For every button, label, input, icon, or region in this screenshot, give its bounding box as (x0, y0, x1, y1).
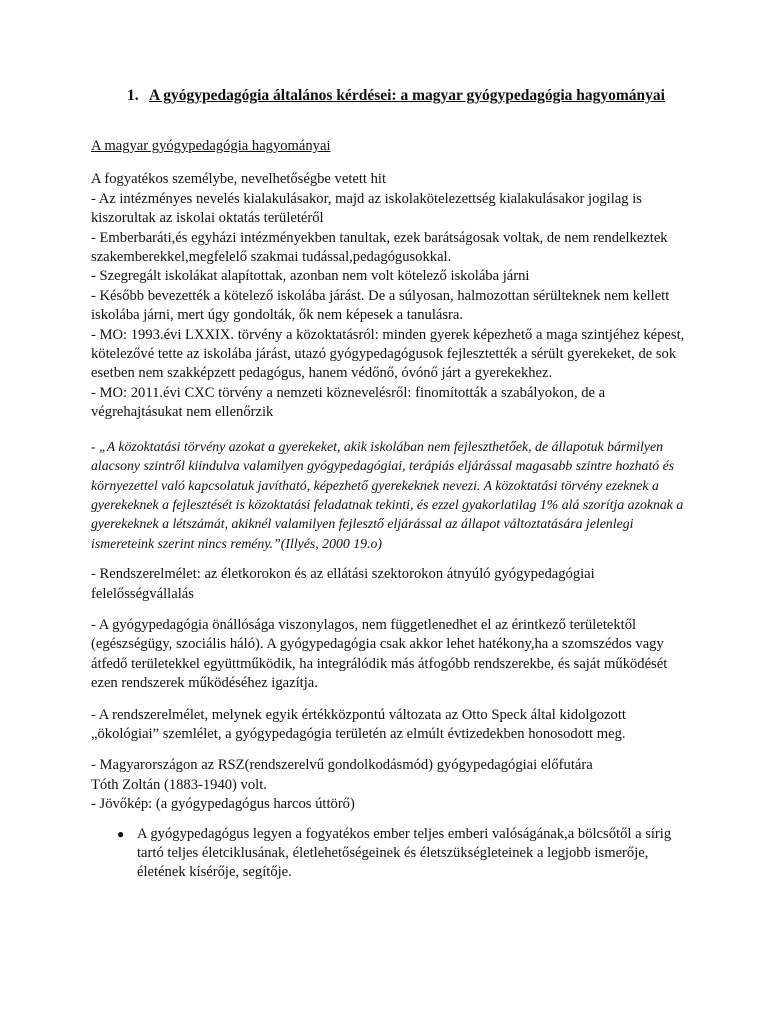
document-body (91, 137, 691, 883)
section-line: - Később bevezették a kötelező iskolába járást. De a súlyosan, halmozottan sérülteknek nem kellett iskolába járni, mert úgy gondolták, ők nem képesek a tanulásra. (91, 287, 670, 324)
last-block-line: - Magyarországon az RSZ(rendszerelvű gondolkodásmód) gyógypedagógiai előfutára (91, 757, 593, 774)
section-line: A fogyatékos személybe, nevelhetőségbe vetett hit (91, 171, 387, 188)
quote-text: „A közoktatási törvény azokat a gyerekeket, akik iskolában nem fejleszthetőek, de állapotuk bármilyen alacsony szintről kiindulva valamilyen gyógypedagógiai, terápiás eljárással magasabb szintre hozható és környezettel való kapcsolatuk javítható, képezhető gyerekeknek nevezi. A közoktatási törvény ezeknek a gyerekeknek a fejlesztését is közoktatási feladatnak tekinti, és ezzel gyakorlatilag 1% alá szorítja azoknak a gyerekeknek a létszámát, akiknél valamilyen fejlesztő eljárással az állapot változtatására jelenlegi ismereteink szerint nincs remény.”(Illyés, 2000 19.o) (91, 438, 684, 551)
last-block-line: Tóth Zoltán (1883-1940) volt. (91, 776, 267, 793)
paragraph: - A gyógypedagógia önállósága viszonylagos, nem függetlenedhet el az érintkező területektől (egészségügy, szociális háló). A gyógypedagógia csak akkor lehet hatékony,ha a szomszédos vagy átfedő területekkel együttműködik, ha integrálódik más átfogóbb rendszerekbe, és saját működését ezen rendszerek működéséhez igazítja. (91, 616, 668, 692)
section-line: - Az intézményes nevelés kialakulásakor, majd az iskolakötelezettség kialakulásakor jogilag is kiszorultak az iskolai oktatás területéről (91, 190, 642, 227)
section-subheading: A magyar gyógypedagógia hagyományai (91, 138, 331, 154)
section-line: - MO: 2011.évi CXC törvény a nemzeti köznevelésről: finomították a szabályokon, de a végrehajtásukat nem ellenőrzik (91, 384, 606, 421)
section-line: - Szegregált iskolákat alapítottak, azonban nem volt kötelező iskolába járni (91, 268, 530, 285)
bullet-list (91, 825, 691, 883)
bullet-text: A gyógypedagógus legyen a fogyatékos ember teljes emberi valóságának,a bölcsőtől a sírig tartó teljes életciklusának, életlehetőségeinek és életszükségleteinek a legjobb ismerője, életének kísérője, segítője. (137, 825, 672, 881)
paragraph: - Rendszerelmélet: az életkorokon és az ellátási szektorokon átnyúló gyógypedagógiai felelősségvállalás (91, 566, 595, 602)
document-title (127, 86, 727, 106)
quote-paragraph (91, 437, 691, 553)
title-number: 1. (127, 87, 139, 104)
quote-dash: - (91, 438, 100, 454)
title-text: A gyógypedagógia általános kérdései: a magyar gyógypedagógia hagyományai (149, 87, 665, 104)
last-block-line: - Jövőkép: (a gyógypedagógus harcos úttörő) (91, 796, 355, 813)
last-block (91, 756, 691, 814)
paragraph: - A rendszerelmélet, melynek egyik értékközpontú változata az Otto Speck által kidolgozott „ökológiai” szemlélet, a gyógypedagógia területén az elmúlt évtizedekben honosodott meg. (91, 706, 626, 742)
section-list (91, 170, 691, 422)
section-line: - Emberbaráti,és egyházi intézményekben tanultak, ezek barátságosak voltak, de nem rendelkeztek szakemberekkel,megfelelő szakmai tudással,pedagógusokkal. (91, 229, 668, 266)
bullet-item (91, 825, 691, 883)
bullet-dot-icon: ● (117, 826, 125, 841)
section-line: - MO: 1993.évi LXXIX. törvény a közoktatásról: minden gyerek képezhető a maga szintjéhez képest, kötelezővé tette az iskolába járást, utazó gyógypedagógusok fejlesztették a sérült gyerekeket, de sok esetben nem szakképzett pedagógus, hanem védőnő, óvónő járt a gyerekekhez. (91, 326, 685, 382)
